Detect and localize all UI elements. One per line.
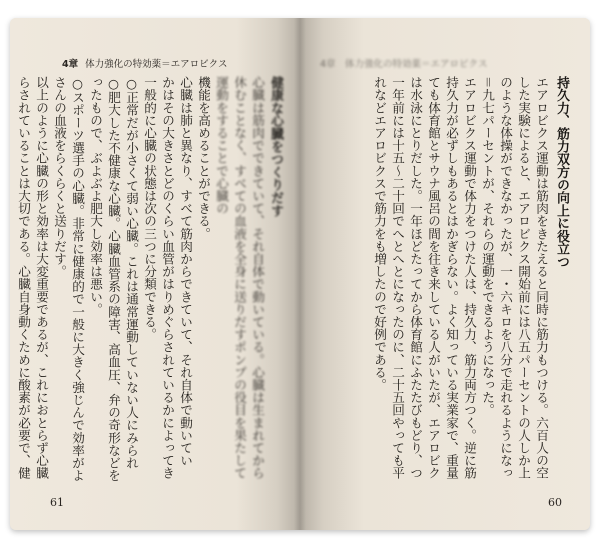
- book-gutter: [294, 18, 306, 530]
- left-body-line: 以上のように心臓の形と効率は大変重要であるが、これにおとらず心臓: [34, 76, 49, 480]
- right-body-line: ＝九七パーセントが、それらの運動をできるようになった。: [480, 76, 495, 417]
- left-body-line: らされていることは大切である。心臓自身動くために酸素が必要で、健: [16, 76, 31, 480]
- left-body-line: 機能を高めることができる。: [196, 76, 211, 240]
- right-body-line: した実験によると、エアロビクス開始前には八五パーセントの人しか上: [516, 76, 531, 480]
- right-page: [300, 18, 590, 530]
- chapter-title: 体力強化の特効薬＝エアロビクス: [85, 59, 228, 70]
- right-section-heading: 持久力、筋力双方の向上に役立つ: [554, 76, 569, 268]
- left-page-header: [62, 56, 228, 70]
- left-body-line: 運動をすることで心臓の: [214, 76, 229, 215]
- left-body-line: 心臓は筋肉でできていて、それ自体で動いている。心臓は生まれてから: [250, 76, 265, 480]
- left-body-line: ○肥大した不健康な心臓。心臓血管系の障害、高血圧、弁の奇形などを: [106, 76, 121, 482]
- left-body-line: 一般的に心臓の状態は次の三つに分類できる。: [142, 76, 157, 341]
- left-body-line: ○正常だが小さくて弱い心臓。これは通常運動していない人にみられ: [124, 76, 139, 469]
- open-book: [10, 18, 590, 530]
- left-body-line: かはその大きさとどのくらい血管がはりめぐらされているかによってき: [160, 76, 175, 480]
- page-number-right: 60: [548, 496, 562, 509]
- right-body-line: ても体育館とサウナ風呂の間を往き来している人がいたが、エアロビク: [426, 76, 441, 480]
- left-body-line: 休むことなく、すべての血液を全身に送りだすポンプの役目を果たして: [232, 76, 247, 480]
- left-body-line: 心臓は肺と異なり、すべて筋肉からできていて、それ自体で動いてい: [178, 76, 193, 467]
- left-body-line: ったもので、ぶよぶよ肥大し効率は悪い。: [88, 76, 103, 316]
- chapter-label: 4章: [62, 59, 79, 70]
- right-body-line: れなどエアロビクスで筋力をも増したので好例である。: [372, 76, 387, 391]
- right-body-line: のような体操ができなかったが、一・六キロを八分で走れるようになっ: [498, 76, 513, 480]
- page-number-left: 61: [50, 496, 64, 509]
- left-section-heading: 健康な心臓をつくりだす: [268, 76, 283, 217]
- left-body-line: さんの血液をらくらくと送りだす。: [52, 76, 67, 278]
- right-body-line: 一年前には十五～二十回でへとへとになったのに、二十五回やっても平: [390, 76, 405, 480]
- right-body-line: は水泳にとりだした。一年ほどたってから体育館にふたたびもどり、つ: [408, 76, 423, 480]
- right-body-line: エアロビクス運動で体力をつけた人は、持久力、筋力両方つく。逆に筋: [462, 76, 477, 480]
- right-page-header: 4章 体力強化の特効薬＝エアロビクス: [320, 59, 488, 70]
- right-body-line: エアロビクス運動は筋肉をきたえると同時に筋力もつける。六百人の空: [534, 76, 549, 480]
- right-body-line: 持久力が必ずしもあるとはかぎらない。よく知っている実業家で、重量: [444, 76, 459, 480]
- left-page: [10, 18, 300, 530]
- left-body-line: ○スポーツ選手の心臓。非常に健康的で一般に大きく強じんで効率がよ: [70, 76, 85, 482]
